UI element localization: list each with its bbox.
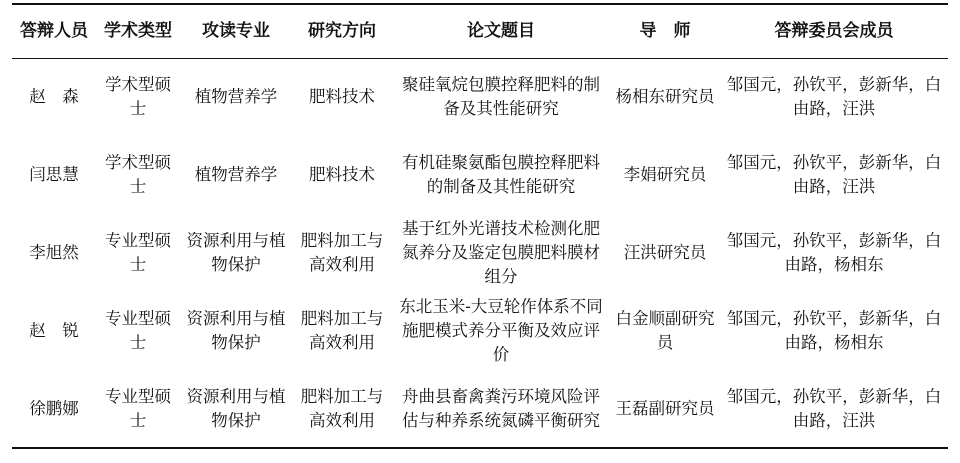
header-row <box>12 4 948 58</box>
cell-direction: 肥料加工与高效利用 <box>300 309 384 352</box>
cell-thesis: 东北玉米-大豆轮作体系不同施肥模式养分平衡及效应评价 <box>399 297 603 364</box>
cell-type: 学术型硕士 <box>105 153 171 196</box>
cell-advisor: 王磊副研究员 <box>615 398 715 418</box>
header-thesis: 论文题目 <box>467 20 535 41</box>
header-committee: 答辩委员会成员 <box>774 20 894 41</box>
cell-committee: 邹国元，孙钦平，彭新华，白由路，汪洪 <box>726 386 942 430</box>
table-row <box>12 214 948 292</box>
cell-committee: 邹国元，孙钦平，彭新华，白由路，汪洪 <box>726 153 942 196</box>
cell-major: 植物营养学 <box>194 87 278 107</box>
cell-student: 李旭然 <box>29 243 79 262</box>
cell-major: 植物营养学 <box>194 165 278 184</box>
cell-major: 资源利用与植物保护 <box>186 231 286 274</box>
defense-table-container <box>12 3 948 449</box>
table-row <box>12 58 948 136</box>
table-row <box>12 292 948 370</box>
header-direction: 研究方向 <box>308 20 376 41</box>
cell-student: 赵 森 <box>29 87 79 107</box>
cell-thesis: 舟曲县畜禽粪污环境风险评估与种养系统氮磷平衡研究 <box>402 386 600 430</box>
cell-committee: 邹国元，孙钦平，彭新华，白由路，杨相东 <box>726 231 942 274</box>
cell-type: 专业型硕士 <box>105 231 171 274</box>
cell-type: 学术型硕士 <box>105 75 171 119</box>
table-row <box>12 136 948 214</box>
cell-advisor: 白金顺副研究员 <box>615 309 715 352</box>
cell-committee: 邹国元，孙钦平，彭新华，白由路，汪洪 <box>726 75 942 119</box>
cell-thesis: 有机硅聚氨酯包膜控释肥料的制备及其性能研究 <box>402 153 600 196</box>
cell-committee: 邹国元，孙钦平，彭新华，白由路，杨相东 <box>726 309 942 352</box>
table-row <box>12 370 948 448</box>
cell-thesis: 聚硅氧烷包膜控释肥料的制备及其性能研究 <box>402 75 600 119</box>
cell-type: 专业型硕士 <box>105 386 171 430</box>
cell-student: 赵 锐 <box>29 321 79 340</box>
cell-major: 资源利用与植物保护 <box>186 386 286 430</box>
cell-student: 徐鹏娜 <box>29 398 79 418</box>
cell-direction: 肥料加工与高效利用 <box>300 386 384 430</box>
cell-major: 资源利用与植物保护 <box>186 309 286 352</box>
cell-student: 闫思慧 <box>29 165 79 184</box>
defense-table <box>12 3 948 449</box>
cell-advisor: 杨相东研究员 <box>615 87 715 107</box>
header-advisor: 导 师 <box>639 20 691 41</box>
cell-type: 专业型硕士 <box>105 309 171 352</box>
header-major: 攻读专业 <box>202 20 270 41</box>
cell-advisor: 李娟研究员 <box>623 165 707 184</box>
cell-direction: 肥料加工与高效利用 <box>300 231 384 274</box>
cell-advisor: 汪洪研究员 <box>623 243 707 262</box>
cell-direction: 肥料技术 <box>309 165 375 184</box>
header-student: 答辩人员 <box>20 20 88 41</box>
cell-thesis: 基于红外光谱技术检测化肥氮养分及鉴定包膜肥料膜材组分 <box>402 219 600 286</box>
header-type: 学术类型 <box>104 20 172 41</box>
cell-direction: 肥料技术 <box>309 87 375 107</box>
